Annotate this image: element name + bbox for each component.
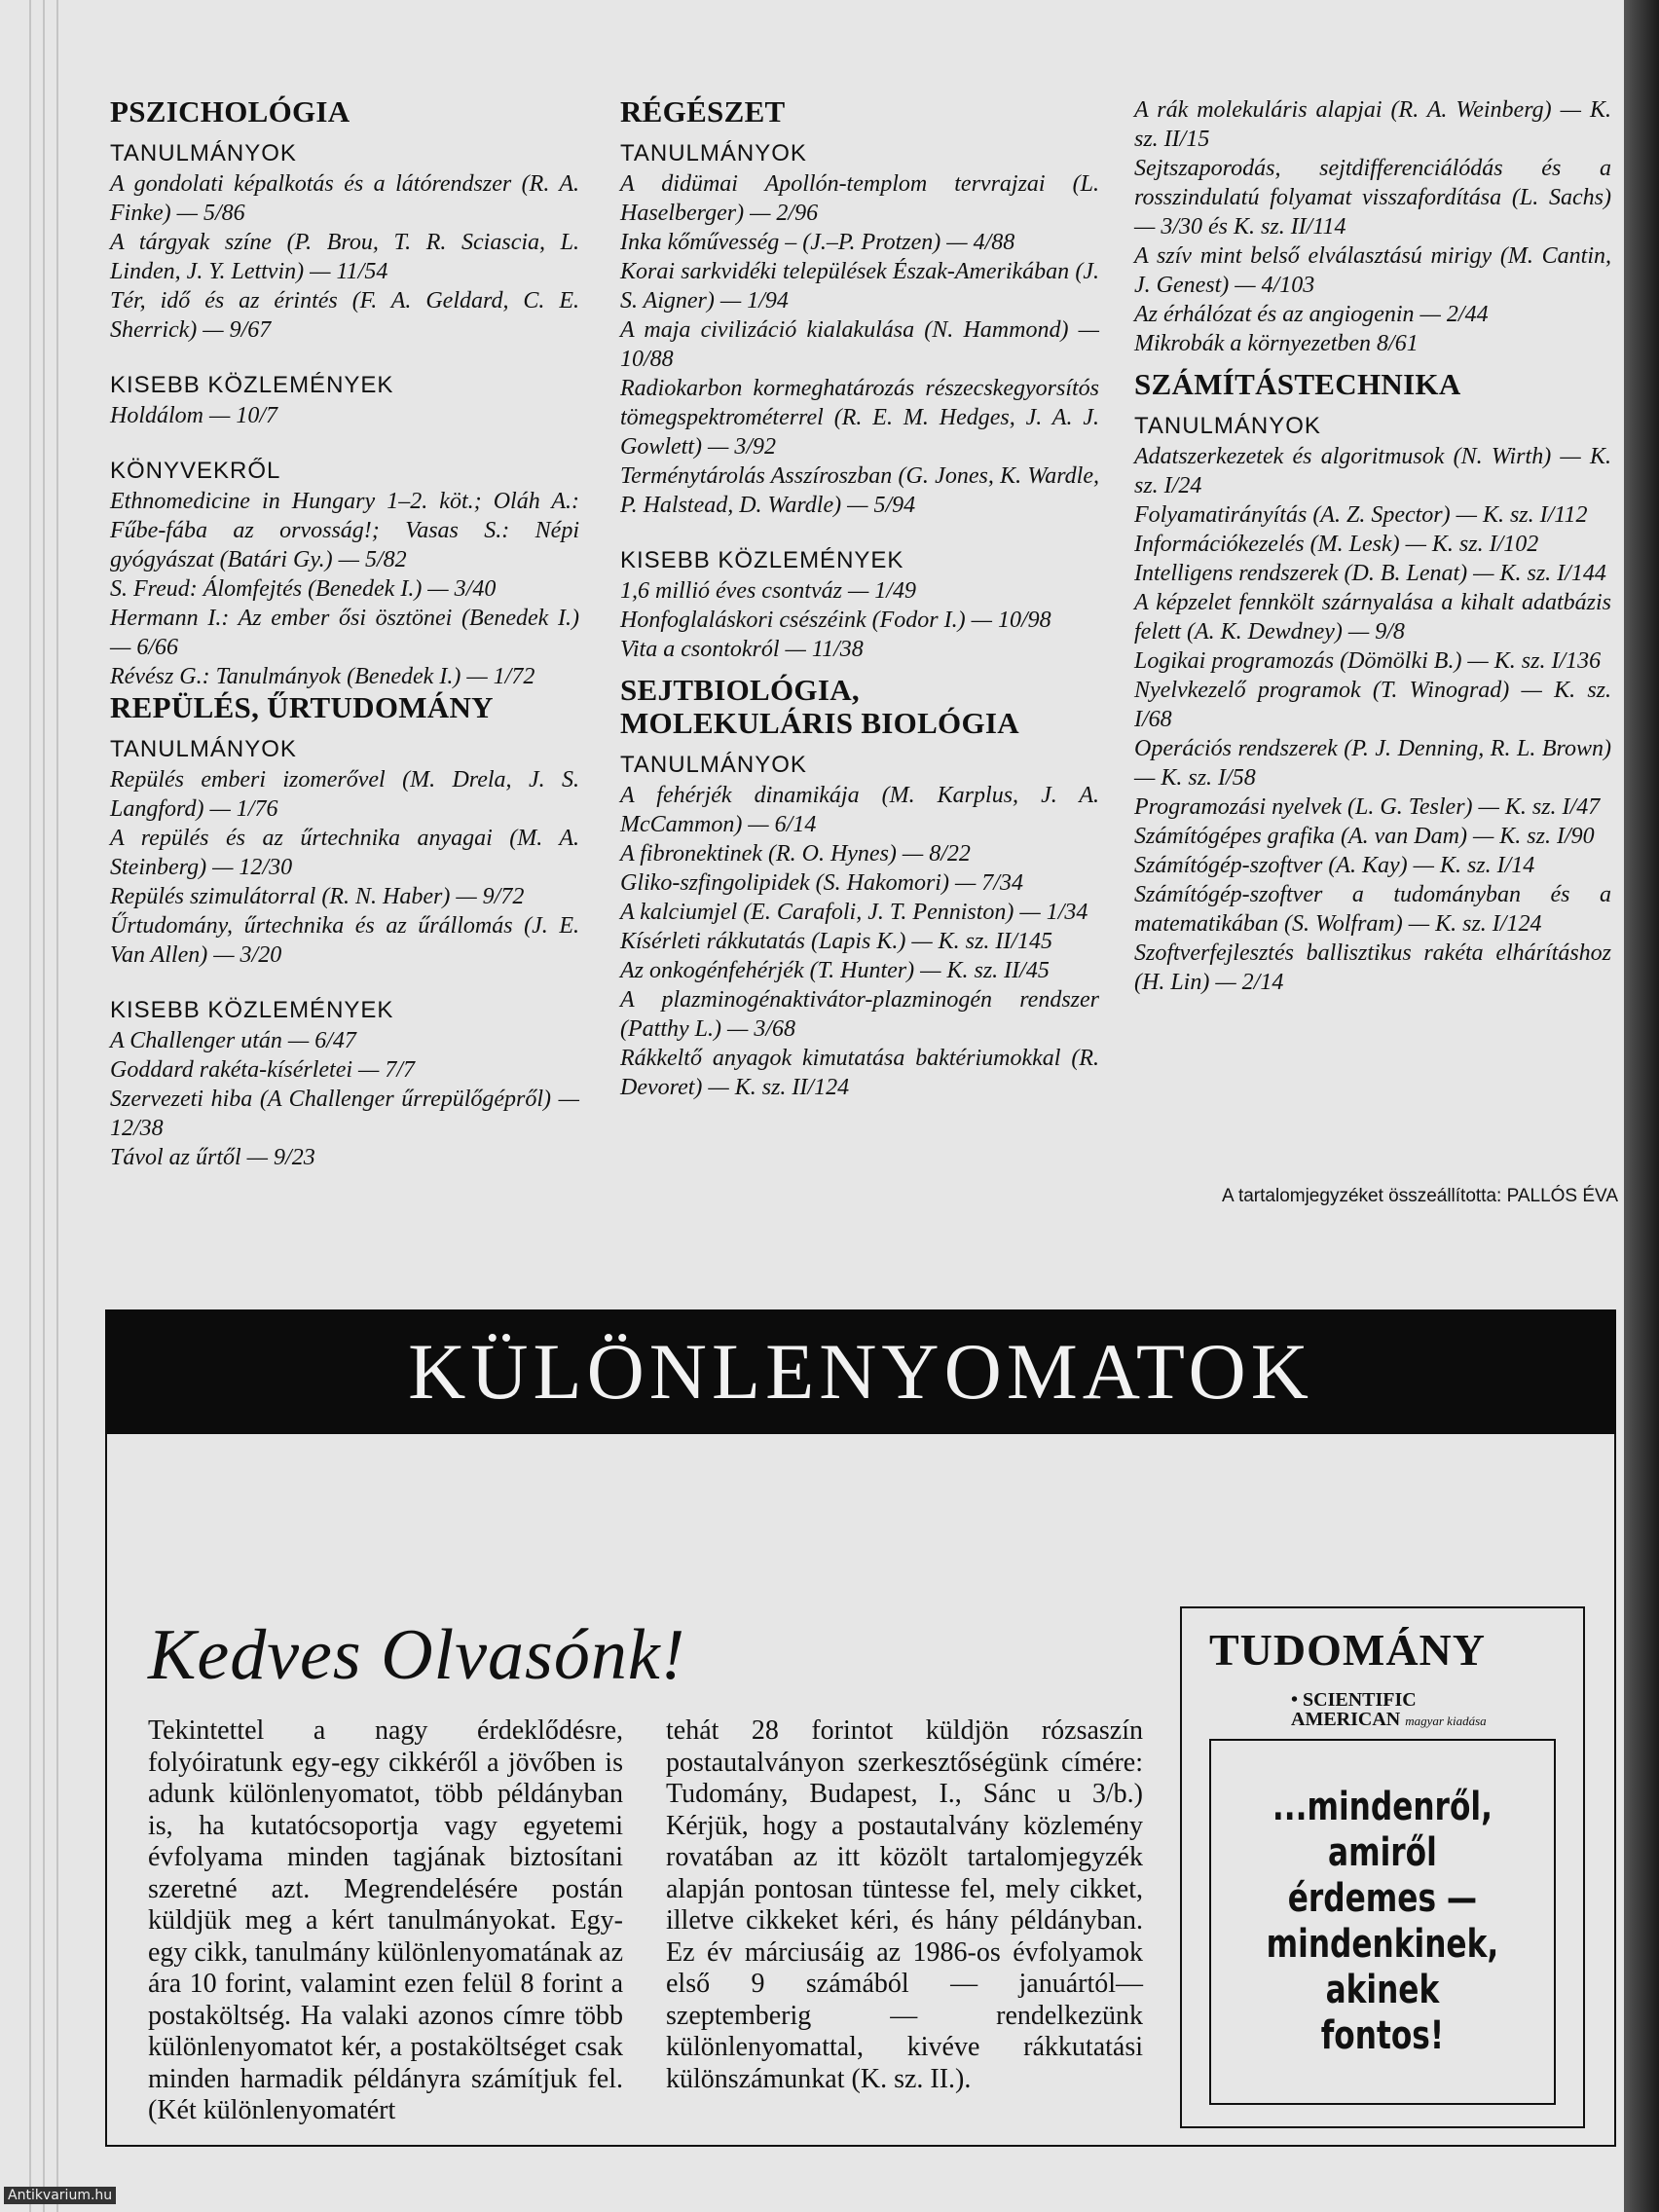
toc-entry: A Challenger után — 6/47 <box>110 1028 356 1053</box>
subsection-heading: TANULMÁNYOK <box>110 140 297 166</box>
toc-entry: A szív mint belső elválasztású mirigy (M. Cantin, J. Genest) — 4/103 <box>1134 243 1611 298</box>
toc-entry: Goddard rakéta-kísérletei — 7/7 <box>110 1057 416 1083</box>
toc-entry: Repülés szimulátorral (R. N. Haber) — 9/72 <box>110 884 525 909</box>
notice-text-column-1: Tekintettel a nagy érdeklődésre, folyóiratunk egy-egy cikkéről a jövőben is adunk különlenyomatot, több példányban is, ha kutatócsoportja vagy egyetemi évfolyama minden tagjának biztosítani szeretné azt. Megrendelésére postán küldjük meg a kért tanulmányokat. Egy-egy cikk, tanulmány különlenyomatának az ára 10 forint, valamint ezen felül 8 forint a postaköltség. Ha valaki azonos címre több különlenyomatot kér, a postaköltséget csak minden harmadik példányra számítjuk fel. (Két különlenyomatért <box>148 1715 623 2125</box>
toc-entry: Sejtszaporodás, sejtdifferenciálódás és a rosszindulatú folyamat visszafordítása (L. Sachs) — 3/30 és K. sz. II/114 <box>1134 156 1611 240</box>
toc-entry: S. Freud: Álomfejtés (Benedek I.) — 3/40 <box>110 576 497 602</box>
subsection-heading: KISEBB KÖZLEMÉNYEK <box>620 547 904 573</box>
toc-entry: Rákkeltő anyagok kimutatása baktériumokkal (R. Devoret) — K. sz. II/124 <box>620 1046 1099 1100</box>
section-heading: REPÜLÉS, ŰRTUDOMÁNY <box>110 690 494 724</box>
page-edge-line <box>43 0 45 2212</box>
toc-entry: Holdálom — 10/7 <box>110 403 278 428</box>
toc-entry: A tárgyak színe (P. Brou, T. R. Sciascia, L. Linden, J. Y. Lettvin) — 11/54 <box>110 230 579 284</box>
toc-entry: A maja civilizáció kialakulása (N. Hammond) — 10/88 <box>620 317 1099 372</box>
slogan-line: akinek <box>1325 1968 1440 2012</box>
toc-entry: Szoftverfejlesztés ballisztikus rakéta elhárításhoz (H. Lin) — 2/14 <box>1134 940 1611 995</box>
subsection-heading: TANULMÁNYOK <box>620 752 807 778</box>
toc-entry: Szervezeti hiba (A Challenger űrrepülőgépről) — 12/38 <box>110 1087 579 1141</box>
toc-entry: Radiokarbon kormeghatározás részecskegyorsítós tömegspektrométerrel (R. E. M. Hedges, J. A. J. Gowlett) — 3/92 <box>620 376 1099 460</box>
subsection-heading: KÖNYVEKRŐL <box>110 458 281 484</box>
toc-entry: Operációs rendszerek (P. J. Denning, R. L. Brown) — K. sz. I/58 <box>1134 736 1611 791</box>
advert-subtitle-line-2: AMERICAN magyar kiadása <box>1291 1709 1487 1730</box>
watermark-text: Antikvarium.hu <box>4 2187 116 2204</box>
toc-entry: Terménytárolás Asszíroszban (G. Jones, K. Wardle, P. Halstead, D. Wardle) — 5/94 <box>620 463 1099 518</box>
toc-entry: Adatszerkezetek és algoritmusok (N. Wirth) — K. sz. I/24 <box>1134 444 1611 498</box>
toc-entry: Révész G.: Tanulmányok (Benedek I.) — 1/72 <box>110 664 535 689</box>
toc-entry: Hermann I.: Az ember ősi ösztönei (Benedek I.) — 6/66 <box>110 606 579 660</box>
toc-entry: Vita a csontokról — 11/38 <box>620 637 864 662</box>
toc-entry: 1,6 millió éves csontváz — 1/49 <box>620 578 916 604</box>
toc-entry: Intelligens rendszerek (D. B. Lenat) — K. sz. I/144 <box>1134 561 1606 586</box>
subsection-heading: KISEBB KÖZLEMÉNYEK <box>110 997 394 1023</box>
toc-entry: A repülés és az űrtechnika anyagai (M. A. Steinberg) — 12/30 <box>110 826 579 880</box>
section-heading: PSZICHOLÓGIA <box>110 94 350 129</box>
advert-slogan-box <box>1209 1739 1556 2105</box>
toc-entry: Az érhálózat és az angiogenin — 2/44 <box>1134 302 1489 327</box>
toc-entry: Számítógép-szoftver (A. Kay) — K. sz. I/14 <box>1134 853 1535 878</box>
section-heading: SZÁMÍTÁSTECHNIKA <box>1134 367 1461 401</box>
toc-entry: Logikai programozás (Dömölki B.) — K. sz. I/136 <box>1134 648 1602 674</box>
toc-entry: A gondolati képalkotás és a látórendszer (R. A. Finke) — 5/86 <box>110 171 579 226</box>
advert-slogan <box>1267 1785 1499 2059</box>
toc-entry: Folyamatirányítás (A. Z. Spector) — K. sz. I/112 <box>1134 502 1588 528</box>
toc-entry: Távol az űrtől — 9/23 <box>110 1145 315 1170</box>
toc-entry: Ethnomedicine in Hungary 1–2. köt.; Oláh A.: Fűbe-fába az orvosság!; Vasas S.: Népi gyógyászat (Batári Gy.) — 5/82 <box>110 489 579 572</box>
toc-entry: A kalciumjel (E. Carafoli, J. T. Penniston) — 1/34 <box>620 900 1088 925</box>
slogan-line: mindenkinek, <box>1266 1922 1499 1967</box>
toc-entry: Inka kőművesség – (J.–P. Protzen) — 4/88 <box>620 230 1015 255</box>
spacer <box>110 430 579 448</box>
page-edge-line <box>56 0 58 2212</box>
toc-entry: Tér, idő és az érintés (F. A. Geldard, C. E. Sherrick) — 9/67 <box>110 288 579 343</box>
page-edge-shadow <box>1624 0 1659 2212</box>
toc-entry: A plazminogénaktivátor-plazminogén rendszer (Patthy L.) — 3/68 <box>620 987 1099 1042</box>
notice-text-column-2: tehát 28 forintot küldjön rózsaszín postautalványon szerkesztőségünk címére: Tudomány, Budapest, I., Sánc u 3/b.) Kérjük, hogy a postautalvány közlemény rovatában az itt közölt tartalomjegyzék alapján pontosan tüntesse fel, mely cikket, illetve cikkeket kéri, és hány példányban. Ez év márciusáig az 1986-os évfolyamok első 9 számából — januártól—szeptemberig — rendelkezünk különlenyomattal, kivéve rákkutatási különszámunkat (K. sz. II.). <box>666 1715 1143 2094</box>
subsection-heading: TANULMÁNYOK <box>110 736 297 762</box>
subsection-heading: KISEBB KÖZLEMÉNYEK <box>110 372 394 398</box>
subsection-heading: TANULMÁNYOK <box>1134 413 1321 439</box>
toc-entry: A fehérjék dinamikája (M. Karplus, J. A. McCammon) — 6/14 <box>620 783 1099 837</box>
slogan-line: fontos! <box>1320 2013 1445 2058</box>
section-heading: RÉGÉSZET <box>620 94 786 129</box>
section-banner: KÜLÖNLENYOMATOK <box>105 1309 1616 1434</box>
toc-entry: Honfoglaláskori csészéink (Fodor I.) — 10/98 <box>620 608 1051 633</box>
advert-subtitle-line-1: • SCIENTIFIC <box>1291 1689 1417 1711</box>
toc-entry: Számítógépes grafika (A. van Dam) — K. sz. I/90 <box>1134 824 1595 849</box>
advert-subtitle <box>1291 1690 1487 1731</box>
toc-column-3 <box>1134 95 1611 997</box>
spacer <box>110 970 579 987</box>
toc-entry: A didümai Apollón-templom tervrajzai (L. Haselberger) — 2/96 <box>620 171 1099 226</box>
toc-entry: Gliko-szfingolipidek (S. Hakomori) — 7/34 <box>620 870 1023 896</box>
slogan-line: ...mindenről, <box>1272 1785 1493 1829</box>
toc-entry: Az onkogénfehérjék (T. Hunter) — K. sz. II/45 <box>620 958 1050 983</box>
toc-entry: Információkezelés (M. Lesk) — K. sz. I/102 <box>1134 532 1539 557</box>
toc-credit: A tartalomjegyzéket összeállította: PALLÓS ÉVA <box>1222 1186 1618 1206</box>
toc-column-1 <box>110 95 579 1172</box>
greeting-heading: Kedves Olvasónk! <box>148 1615 686 1695</box>
spacer <box>110 345 579 362</box>
subsection-heading: TANULMÁNYOK <box>620 140 807 166</box>
toc-entry: A képzelet fennkölt szárnyalása a kihalt adatbázis felett (A. K. Dewdney) — 9/8 <box>1134 590 1611 645</box>
page-edge-line <box>29 0 31 2212</box>
toc-entry: Korai sarkvidéki települések Észak-Amerikában (J. S. Aigner) — 1/94 <box>620 259 1099 313</box>
spacer <box>620 520 1099 537</box>
toc-entry: Számítógép-szoftver a tudományban és a matematikában (S. Wolfram) — K. sz. I/124 <box>1134 882 1611 937</box>
toc-entry: Repülés emberi izomerővel (M. Drela, J. S. Langford) — 1/76 <box>110 767 579 822</box>
toc-entry: Kísérleti rákkutatás (Lapis K.) — K. sz. II/145 <box>620 929 1053 954</box>
toc-entry: Nyelvkezelő programok (T. Winograd) — K. sz. I/68 <box>1134 678 1611 732</box>
slogan-line: érdemes — <box>1287 1876 1478 1921</box>
tudomany-advert <box>1180 1606 1585 2128</box>
slogan-line: amiről <box>1328 1830 1437 1875</box>
toc-column-2 <box>620 95 1099 1102</box>
toc-entry: A rák molekuláris alapjai (R. A. Weinberg) — K. sz. II/15 <box>1134 97 1611 152</box>
toc-entry: Űrtudomány, űrtechnika és az űrállomás (J. E. Van Allen) — 3/20 <box>110 913 579 968</box>
toc-entry: Programozási nyelvek (L. G. Tesler) — K. sz. I/47 <box>1134 794 1601 820</box>
section-heading: SEJTBIOLÓGIA, MOLEKULÁRIS BIOLÓGIA <box>620 673 1019 740</box>
advert-title: TUDOMÁNY <box>1209 1625 1486 1675</box>
toc-entry: A fibronektinek (R. O. Hynes) — 8/22 <box>620 841 971 866</box>
toc-entry: Mikrobák a környezetben 8/61 <box>1134 331 1419 356</box>
